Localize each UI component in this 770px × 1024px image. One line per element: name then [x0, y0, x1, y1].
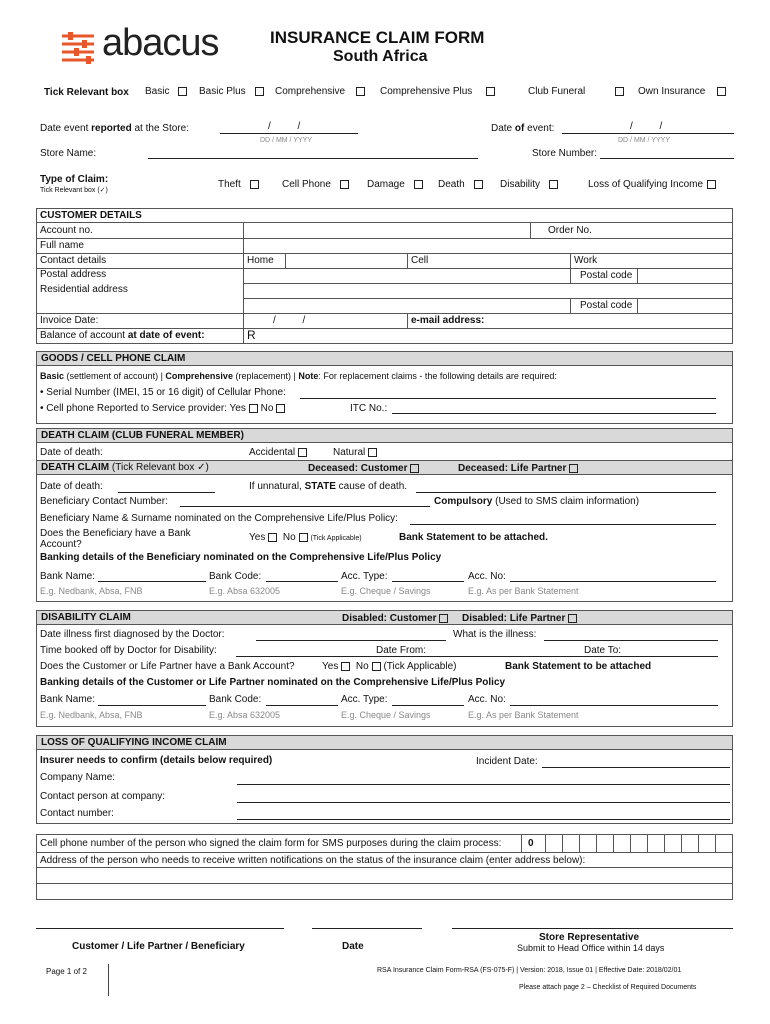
time-booked-label: Time booked off by Doctor for Disability: — [40, 645, 217, 656]
option-label: Cell Phone — [282, 179, 331, 190]
claim-cell-phone[interactable] — [282, 179, 349, 190]
disability-bank-statement: Bank Statement to be attached — [505, 661, 652, 672]
checkbox[interactable] — [255, 87, 264, 96]
comp-text: Comprehensive — [165, 371, 233, 381]
dis-bank-code-label: Bank Code: — [209, 694, 262, 705]
dis-eg-bank: E.g. Nedbank, Absa, FNB — [40, 710, 143, 720]
option-label: Own Insurance — [638, 86, 706, 97]
account-no-label: Account no. — [40, 225, 93, 236]
option-own-insurance[interactable] — [638, 86, 726, 97]
phone-first-digit: 0 — [528, 838, 534, 849]
note-text: Note — [298, 371, 319, 381]
customer-bank-account-label: Does the Customer or Life Partner have a Bank Account? — [40, 661, 295, 672]
checkbox[interactable] — [549, 180, 558, 189]
compulsory-note — [434, 496, 639, 507]
claim-loss-income[interactable] — [588, 179, 716, 190]
no-label: No — [282, 532, 296, 543]
option-comprehensive[interactable] — [275, 86, 365, 97]
unnatural-text-2: cause of death. — [335, 481, 408, 492]
date-format-hint-2: DD / MM / YYYY — [618, 137, 670, 144]
phone-digit-box[interactable] — [579, 834, 596, 852]
unnatural-text: If unnatural, — [249, 481, 305, 492]
first-diagnosed-field[interactable] — [256, 640, 446, 641]
option-label: Comprehensive — [275, 86, 346, 97]
disabled-partner[interactable] — [462, 613, 577, 624]
order-no-label: Order No. — [548, 225, 592, 236]
store-number-field[interactable] — [600, 158, 734, 159]
submit-note: Submit to Head Office within 14 days — [517, 943, 665, 953]
dis-acc-type-label: Acc. Type: — [341, 694, 388, 705]
checkbox[interactable] — [568, 614, 577, 623]
email-label: e-mail address: — [411, 315, 485, 326]
checkbox[interactable] — [340, 180, 349, 189]
full-name-field[interactable] — [244, 239, 732, 252]
has-account-line2: Account? — [40, 539, 82, 550]
no-label: No — [260, 403, 274, 414]
tick-relevant-label: Tick Relevant box — [44, 87, 129, 98]
goods-basic-line — [40, 371, 557, 381]
unnatural-cause — [249, 481, 407, 492]
has-account-line1: Does the Beneficiary have a Bank — [40, 528, 191, 539]
dis-acc-no-field[interactable] — [510, 705, 718, 706]
form-title: INSURANCE CLAIM FORM — [270, 28, 485, 47]
compulsory-text: (Used to SMS claim information) — [492, 496, 640, 507]
contact-person-field[interactable] — [237, 802, 730, 803]
accidental-option[interactable] — [249, 447, 307, 458]
dis-acc-no-label: Acc. No: — [468, 694, 506, 705]
customer-signature-line[interactable] — [36, 928, 284, 929]
phone-digit-box[interactable] — [545, 834, 562, 852]
deceased-partner[interactable] — [458, 463, 578, 474]
no-checkbox[interactable] — [299, 533, 308, 542]
contact-person-label: Contact person at company: — [40, 791, 166, 802]
eg-acc: E.g. As per Bank Statement — [468, 586, 579, 596]
compulsory-bold: Compulsory — [434, 496, 493, 507]
option-label: Damage — [367, 179, 405, 190]
date-signature-line[interactable] — [312, 928, 422, 929]
income-claim-header: LOSS OF QUALIFYING INCOME CLAIM — [36, 735, 733, 750]
residential-address-label: Residential address — [40, 284, 128, 295]
no-checkbox[interactable] — [276, 404, 285, 413]
balance-text: Balance of account — [40, 330, 128, 341]
serial-number-field[interactable] — [300, 398, 716, 399]
company-name-field[interactable] — [237, 784, 730, 785]
form-subtitle: South Africa — [333, 48, 428, 65]
comp-desc: (replacement) | — [232, 371, 299, 381]
no-checkbox[interactable] — [372, 662, 381, 671]
itc-field[interactable] — [392, 413, 716, 414]
note-desc: : For replacement claims - the following details are required: — [318, 371, 557, 381]
date-format-hint: DD / MM / YYYY — [260, 137, 312, 144]
address-label: Address of the person who needs to receive written notifications on the status of the insurance claim (enter address below): — [40, 855, 586, 866]
store-number-label: Store Number: — [532, 148, 598, 159]
what-illness-label: What is the illness: — [453, 629, 537, 640]
checkbox[interactable] — [717, 87, 726, 96]
beneficiary-name-field[interactable] — [410, 524, 716, 525]
option-label: Basic — [145, 86, 170, 97]
acc-type-field[interactable] — [392, 581, 464, 582]
option-basic[interactable] — [145, 86, 187, 97]
acc-type-label: Acc. Type: — [341, 571, 388, 582]
yes-label: Yes — [322, 661, 339, 672]
option-label: Disabled: Life Partner — [462, 613, 566, 624]
option-label: Deceased: Life Partner — [458, 463, 567, 474]
dis-eg-acc: E.g. As per Bank Statement — [468, 710, 579, 720]
itc-label: ITC No.: — [350, 403, 388, 414]
form-reference: RSA Insurance Claim Form-RSA (FS-075-F) | Version: 2018, Issue 01 | Effective Date: 2018/02/01 — [377, 967, 682, 974]
page-number: Page 1 of 2 — [46, 967, 87, 976]
dis-bank-name-label: Bank Name: — [40, 694, 96, 705]
claim-type-sub: Tick Relevant box (✓) — [40, 187, 108, 194]
yes-checkbox[interactable] — [341, 662, 350, 671]
checkbox[interactable] — [569, 464, 578, 473]
phone-digit-box[interactable] — [647, 834, 664, 852]
store-name-label: Store Name: — [40, 148, 97, 159]
contact-number-field[interactable] — [237, 819, 730, 820]
date-reported-slashes: / / — [268, 121, 301, 132]
checkbox[interactable] — [250, 180, 259, 189]
what-illness-field[interactable] — [544, 640, 718, 641]
first-diagnosed-label: Date illness first diagnosed by the Doctor: — [40, 629, 225, 640]
option-label: Theft — [218, 179, 241, 190]
eg-code: E.g. Absa 632005 — [209, 586, 281, 596]
option-label: Natural — [333, 447, 366, 458]
option-comprehensive-plus[interactable] — [380, 86, 495, 97]
disability-banking-heading: Banking details of the Customer or Life Partner nominated on the Comprehensive Life/Plus Policy — [40, 677, 506, 688]
account-no-field[interactable] — [244, 223, 529, 237]
checkbox[interactable] — [356, 87, 365, 96]
acc-no-label: Acc. No: — [468, 571, 506, 582]
disability-yes-no — [322, 661, 456, 672]
yes-checkbox[interactable] — [249, 404, 258, 413]
store-rep-signature-line[interactable] — [452, 928, 733, 929]
insurer-confirm-label: Insurer needs to confirm (details below required) — [40, 755, 273, 766]
date-of-event-label: Date of event: — [491, 123, 555, 134]
claim-damage[interactable] — [367, 179, 423, 190]
option-basic-plus[interactable] — [199, 86, 264, 97]
phone-digit-box[interactable] — [715, 834, 732, 852]
incident-date-label: Incident Date: — [476, 756, 538, 767]
option-label: Basic Plus — [199, 86, 246, 97]
beneficiary-contact-label: Beneficiary Contact Number: — [40, 496, 168, 507]
invoice-date-slashes: / / — [273, 315, 306, 326]
option-label: Loss of Qualifying Income — [588, 179, 704, 190]
postal-address-label: Postal address — [40, 269, 107, 280]
basic-desc: (settlement of account) | — [64, 371, 166, 381]
work-label: Work — [574, 255, 598, 266]
no-label: No — [355, 661, 369, 672]
phone-digit-box[interactable] — [562, 834, 579, 852]
eg-type: E.g. Cheque / Savings — [341, 586, 431, 596]
claim-death[interactable] — [438, 179, 483, 190]
incident-date-field[interactable] — [542, 767, 730, 768]
date-of-event-field[interactable] — [562, 133, 734, 134]
tick-applicable: (Tick Applicable) — [383, 661, 457, 672]
contact-number-label: Contact number: — [40, 808, 114, 819]
bank-name-label: Bank Name: — [40, 571, 96, 582]
claim-theft[interactable] — [218, 179, 259, 190]
option-label: Club Funeral — [528, 86, 586, 97]
checkbox[interactable] — [615, 87, 624, 96]
contact-details-label: Contact details — [40, 255, 107, 266]
natural-option[interactable] — [333, 447, 377, 458]
option-label: Comprehensive Plus — [380, 86, 473, 97]
phone-digit-box[interactable] — [681, 834, 698, 852]
balance-label — [40, 330, 205, 341]
full-name-label: Full name — [40, 240, 84, 251]
dis-bank-name-field[interactable] — [98, 705, 206, 706]
phone-digit-box[interactable] — [613, 834, 630, 852]
checkbox[interactable] — [368, 448, 377, 457]
checkbox[interactable] — [474, 180, 483, 189]
store-rep-label: Store Representative — [539, 932, 640, 943]
cell-label: Cell — [411, 255, 429, 266]
banking-details-heading: Banking details of the Beneficiary nominated on the Comprehensive Life/Plus Policy — [40, 552, 442, 563]
date-of-death-label: Date of death: — [40, 447, 103, 458]
date-reported-field[interactable] — [220, 133, 358, 134]
customer-signature-label: Customer / Life Partner / Beneficiary — [72, 941, 245, 952]
checkbox[interactable] — [486, 87, 495, 96]
option-label: Accidental — [249, 447, 296, 458]
disabled-customer[interactable] — [342, 613, 448, 624]
logo-text: abacus — [102, 22, 219, 64]
goods-claim-header: GOODS / CELL PHONE CLAIM — [36, 351, 733, 366]
date-range-field[interactable] — [236, 656, 718, 657]
date-from-label: Date From: — [376, 645, 427, 656]
date-of-event-slashes: / / — [630, 121, 663, 132]
date-signature-label: Date — [342, 941, 364, 952]
customer-details-header: CUSTOMER DETAILS — [40, 210, 142, 221]
bank-account-yes-no — [249, 532, 362, 543]
abacus-logo-icon — [60, 30, 96, 66]
bank-code-field[interactable] — [266, 581, 338, 582]
death-subheader-text: (Tick Relevant box ✓) — [109, 462, 209, 473]
yes-checkbox[interactable] — [268, 533, 277, 542]
tick-applicable: (Tick Applicable) — [310, 535, 362, 542]
option-label: Disabled: Customer — [342, 613, 437, 624]
store-name-field[interactable] — [148, 158, 478, 159]
balance-text-bold: at date of event: — [127, 330, 205, 341]
dis-eg-code: E.g. Absa 632005 — [209, 710, 281, 720]
claim-type-label: Type of Claim: — [40, 174, 109, 185]
date-of-death-field[interactable] — [118, 492, 215, 493]
checkbox[interactable] — [298, 448, 307, 457]
option-label: Death — [438, 179, 465, 190]
checkbox[interactable] — [707, 180, 716, 189]
bank-code-label: Bank Code: — [209, 571, 262, 582]
address-field[interactable] — [37, 868, 732, 899]
checkbox[interactable] — [414, 180, 423, 189]
bank-name-field[interactable] — [98, 581, 206, 582]
dis-eg-type: E.g. Cheque / Savings — [341, 710, 431, 720]
deceased-customer[interactable] — [308, 463, 419, 474]
company-name-label: Company Name: — [40, 772, 116, 783]
acc-no-field[interactable] — [510, 581, 716, 582]
dis-acc-type-field[interactable] — [392, 705, 464, 706]
death-claim-header: DEATH CLAIM (CLUB FUNERAL MEMBER) — [36, 428, 733, 443]
checkbox[interactable] — [439, 614, 448, 623]
home-label: Home — [247, 255, 274, 266]
death-subheader-bold: DEATH CLAIM — [41, 462, 110, 473]
phone-digit-box[interactable] — [630, 834, 647, 852]
reported-label: • Cell phone Reported to Service provider: Yes — [40, 403, 246, 414]
invoice-date-label: Invoice Date: — [40, 315, 99, 326]
attach-note: Please attach page 2 – Checklist of Required Documents — [519, 984, 697, 991]
beneficiary-contact-field[interactable] — [180, 506, 430, 507]
postal-code-label-2: Postal code — [580, 300, 633, 311]
sms-number-label: Cell phone number of the person who signed the claim form for SMS purposes during the claim process: — [40, 838, 502, 849]
postal-code-label: Postal code — [580, 270, 633, 281]
option-label: Deceased: Customer — [308, 463, 408, 474]
yes-label: Yes — [249, 532, 266, 543]
serial-number-label: • Serial Number (IMEI, 15 or 16 digit) of Cellular Phone: — [40, 387, 286, 398]
cause-of-death-field[interactable] — [416, 492, 716, 493]
checkbox[interactable] — [410, 464, 419, 473]
has-bank-account-label — [40, 528, 191, 550]
bank-statement-note: Bank Statement to be attached. — [399, 532, 548, 543]
eg-bank: E.g. Nedbank, Absa, FNB — [40, 586, 143, 596]
date-reported-label: Date event reported at the Store: — [40, 123, 189, 134]
currency-symbol: R — [247, 328, 256, 342]
phone-digit-box[interactable] — [664, 834, 681, 852]
phone-digit-box[interactable] — [698, 834, 715, 852]
option-club-funeral[interactable] — [528, 86, 624, 97]
reported-provider — [40, 403, 285, 414]
disability-claim-header: DISABILITY CLAIM — [36, 610, 733, 625]
date-to-label: Date To: — [584, 645, 622, 656]
state-text: STATE — [304, 481, 336, 492]
claim-disability[interactable] — [500, 179, 558, 190]
checkbox[interactable] — [178, 87, 187, 96]
dis-bank-code-field[interactable] — [266, 705, 338, 706]
phone-digit-box[interactable] — [596, 834, 613, 852]
beneficiary-name-label: Beneficiary Name & Surname nominated on the Comprehensive Life/Plus Policy: — [40, 513, 398, 524]
option-label: Disability — [500, 179, 541, 190]
basic-text: Basic — [40, 371, 65, 381]
date-of-death-label-2: Date of death: — [40, 481, 103, 492]
